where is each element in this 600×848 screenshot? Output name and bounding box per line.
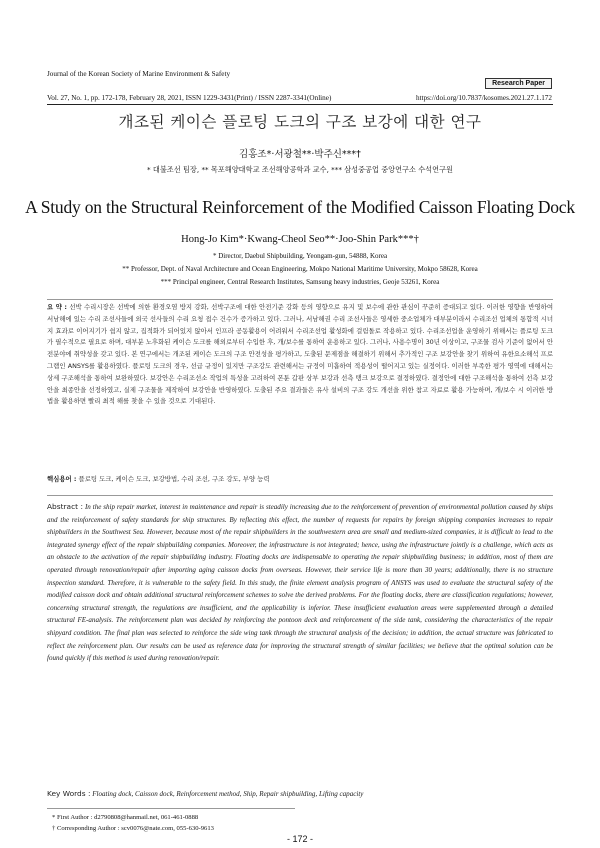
english-affiliation-3: *** Principal engineer, Central Research Institutes, Samsung heavy industries, Geoje 53261, Korea (160, 278, 440, 286)
english-keywords-label: Key Words : (47, 789, 91, 798)
english-abstract-label: Abstract : (47, 502, 84, 511)
journal-name: Journal of the Korean Society of Marine Environment & Safety (47, 70, 231, 78)
abstract-top-rule (47, 299, 553, 300)
abstract-divider-rule (47, 495, 553, 496)
korean-affiliations: * 대불조선 팀장, ** 목포해양대학교 조선해양공학과 교수, *** 삼성중공업 중앙연구소 수석연구원 (147, 165, 453, 174)
english-affiliation-2: ** Professor, Dept. of Naval Architecture and Ocean Engineering, Mokpo National Maritime University, Mokpo 58628, Korea (122, 265, 478, 273)
english-title: A Study on the Structural Reinforcement of the Modified Caisson Floating Dock (25, 197, 575, 217)
footnote-rule (47, 808, 295, 809)
english-abstract-text: In the ship repair market, interest in maintenance and repair is steadily increasing due to the reinforcement of prevention of environmental pollution caused by ships and the reinforcement of safety standards for ship structures. By reflecting this effect, the number of requests for repairs by foreign shipping companies increases to repair shipbuilders in the Southwest Sea. However, because most of the repair shipbuilders in the southwestern area are small and medium-sized companies, it is difficult to lead to the integrated synergy effect of the repair shipbuilding companies. Moreover, the infrastructure is not integrated; hence, using the infrastructure jointly is a challenge, which acts as an obstacle to the activation of the repair shipbuilding industry. Floating docks are indispensable to operating the repair shipbuilding business; in addition, most of them are operated through renovation/repair after importing aging caisson docks from overseas. However, their service life is more than 30 years; additionally, there is no structure inspection standard. Therefore, it is vulnerable to the safety field. In this study, the finite element analysis program of ANSYS was used to evaluate the structural safety of the modified caisson dock and obtain additional structural reinforcement schemes to solve the derived problems. For the floating docks, there are classification regulations; however, concerning structural strength, the regulations are insufficient, and the applicability is inferior. These insufficient evaluation areas were supplemented through a detailed structural FE-analysis. The reinforcement plan was decided by reinforcing the pontoon deck and reinforcement of the side tank, considering the characteristics of the repair shipyard condition. The final plan was selected to reinforce the side wing tank through the structural analysis of the decision; in addition, the actual structure was fabricated to reflect the reinforcement plan. Our results can be used as reference data for improving the structural strength of similar facilities; we believe that the optimal solution can be found quickly if this method is used during renovation/repair. (47, 503, 553, 663)
page-number: - 172 - (286, 834, 313, 844)
korean-keywords (47, 474, 553, 486)
korean-authors: 김홍조*·서광철**·박주신***† (239, 149, 361, 160)
footnote-first-author: * First Author : d2790808@hanmail.net, 061-461-0888 (52, 814, 199, 821)
research-paper-badge: Research Paper (485, 78, 552, 89)
volume-info: Vol. 27, No. 1, pp. 172-178, February 28, 2021, ISSN 1229-3431(Print) / ISSN 2287-3341(Online) (47, 94, 332, 102)
doi-link[interactable]: https://doi.org/10.7837/kosomes.2021.27.1.172 (415, 94, 552, 102)
header-rule (47, 104, 553, 105)
english-affiliation-1: * Director, Daebul Shipbuilding, Yeongam-gun, 54888, Korea (212, 252, 388, 260)
korean-abstract-label: 요 약 : (47, 303, 67, 311)
footnote-corresponding-author: † Corresponding Author : scv0076@nate.com, 055-630-9613 (52, 825, 214, 832)
korean-keywords-label: 핵심용어 : (47, 475, 77, 483)
korean-abstract-text: 선박 수리시장은 선박에 의한 환경오염 방지 강화, 선박구조에 대한 안전기준 강화 등의 영향으로 유지 및 보수에 관한 관심이 꾸준히 증대되고 있다. 이러한 영향을 반영하여 서남해에 있는 수리 조선사들에 외국 선사들의 수리 요청 접수 건수가 증가하고 있다. 그러나, 서남해권 수리 조선사들은 영세한 중소업체가 대부분이라서 수리조선 업체의 통합적 시너지 효과로 이어지기가 쉽지 않고, 집적화가 되어있지 않아서 인프라 공동활용이 어려워서 수리조선업 활성화에 걸림돌로 작용하고 있다. 수리조선업을 운영하기 위해서는 플로팅 도크가 필수적으로 필요로 하며, 대부분 노후화된 케이슨 도크를 해외로부터 수입한 후, 개/보수를 통하여 운용하고 있다. 그러나, 사용수명이 30년 이상이고, 구조물 검사 기준이 없어서 안전분야에 취약성을 갖고 있다. 본 연구에서는 개조된 케이슨 도크의 구조 안전성을 평가하고, 도출된 문제점을 해결하기 위해서 추가적인 구조 보강안을 찾기 위하여 유한요소해석 프로그램인 ANSYS를 활용하였다. 플로팅 도크의 경우, 선급 규정이 있지만 구조강도 관련해서는 규정이 미흡하여 적용성이 떨어지고 있는 실정이다. 이러한 부족한 평가 영역에 대해서는 상세 구조해석을 통하여 보완하였다. 보강안은 수리조선소 작업의 특성을 고려하여 폰툰 갑판 상부 보강과 선측 탱크 보강으로 결정하였다. 결정안에 대한 구조해석을 통하여 선측 보강안을 최종안을 선정하였고, 실제 구조물을 제작하여 보강안을 반영하였다. 도출된 주요 결과들은 유사 설비의 구조 강도 개선을 위한 참고 자료로 활용 가능하며, 개/보수 시 이러한 방법을 활용하면 빨리 최적 해를 찾을 수 있을 것으로 기대된다. (47, 303, 553, 406)
english-keywords (47, 788, 553, 801)
korean-title: 개조된 케이슨 플로팅 도크의 구조 보강에 대한 연구 (118, 113, 482, 131)
english-abstract (47, 501, 553, 665)
english-keywords-text: Floating dock, Caisson dock, Reinforcement method, Ship, Repair shipbuilding, Lifting capacity (92, 790, 364, 798)
korean-keywords-text: 플로팅 도크, 케이슨 도크, 보강방법, 수리 조선, 구조 강도, 부양 능력 (78, 475, 270, 483)
english-authors: Hong-Jo Kim*·Kwang-Cheol Seo**·Joo-Shin Park***† (181, 234, 419, 245)
korean-abstract (47, 302, 553, 408)
